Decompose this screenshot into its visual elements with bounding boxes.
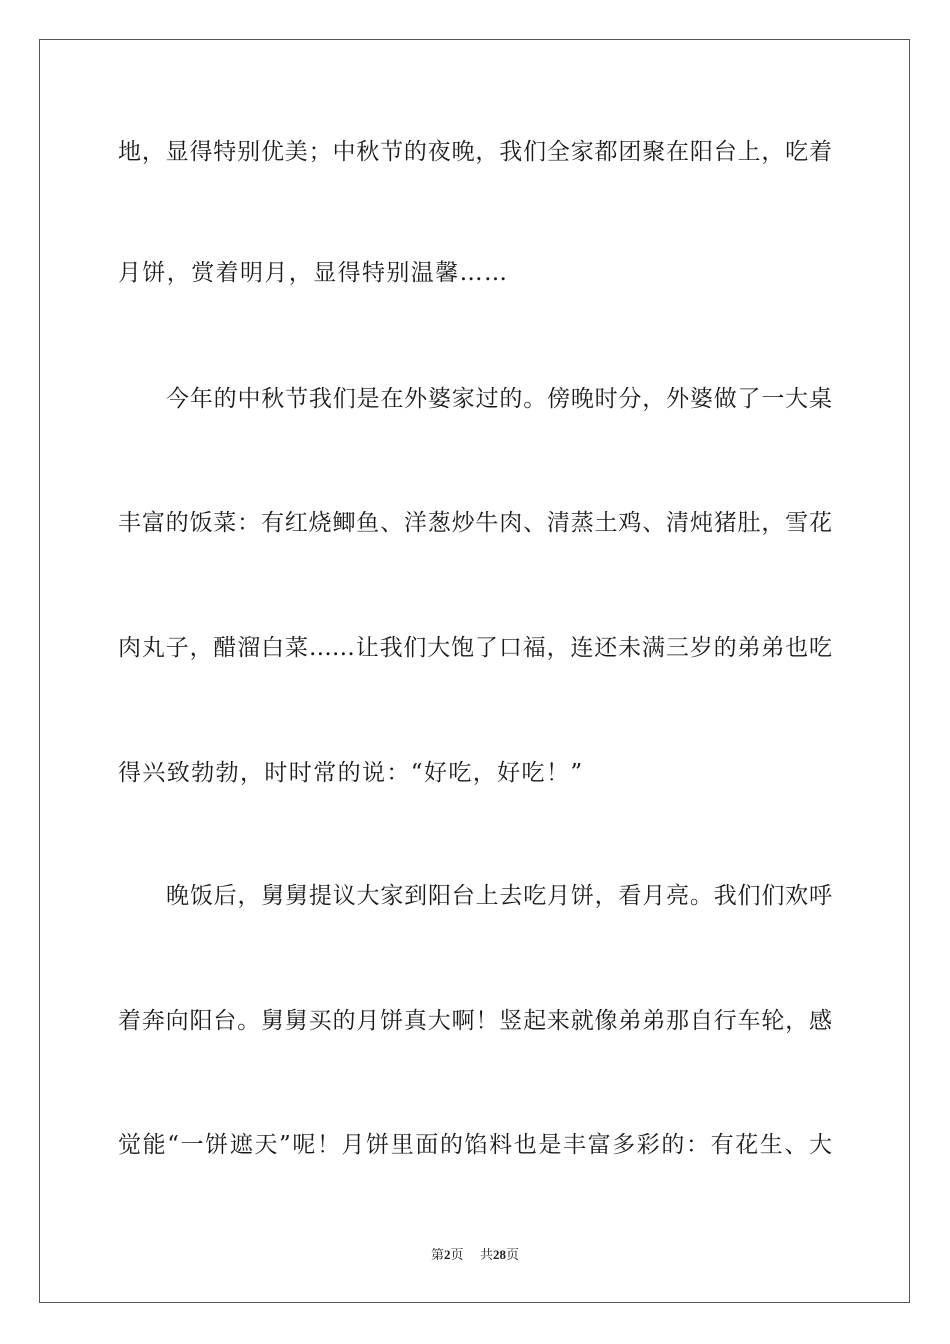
page-footer: [0, 1246, 950, 1265]
text-line: 月饼，赏着明月，显得特别温馨……: [118, 260, 509, 286]
footer-page-total: 28: [493, 1247, 507, 1262]
text-line: 着奔向阳台。舅舅买的月饼真大啊！竖起来就像弟弟那自行车轮，感: [118, 1008, 832, 1034]
text-line: 得兴致勃勃，时时常的说：“好吃，好吃！”: [118, 760, 584, 786]
page-border: [39, 39, 910, 1303]
text-line: 丰富的饭菜：有红烧鲫鱼、洋葱炒牛肉、清蒸土鸡、清炖猪肚，雪花: [118, 510, 832, 536]
footer-total-prefix: 共: [480, 1248, 494, 1263]
text-line: 地，显得特别优美；中秋节的夜晚，我们全家都团聚在阳台上，吃着: [118, 139, 832, 165]
text-line: 肉丸子，醋溜白菜……让我们大饱了口福，连还未满三岁的弟弟也吃: [118, 635, 832, 661]
text-line: 今年的中秋节我们是在外婆家过的。傍晚时分，外婆做了一大桌: [166, 386, 832, 412]
footer-page-prefix: 第: [430, 1248, 444, 1263]
text-line: 觉能“一饼遮天”呢！月饼里面的馅料也是丰富多彩的：有花生、大: [118, 1132, 832, 1158]
text-line: 晚饭后，舅舅提议大家到阳台上去吃月饼，看月亮。我们们欢呼: [166, 883, 832, 909]
footer-page-unit: 页: [450, 1248, 464, 1263]
footer-page-current: 2: [443, 1247, 451, 1262]
footer-total-unit: 页: [506, 1248, 520, 1263]
